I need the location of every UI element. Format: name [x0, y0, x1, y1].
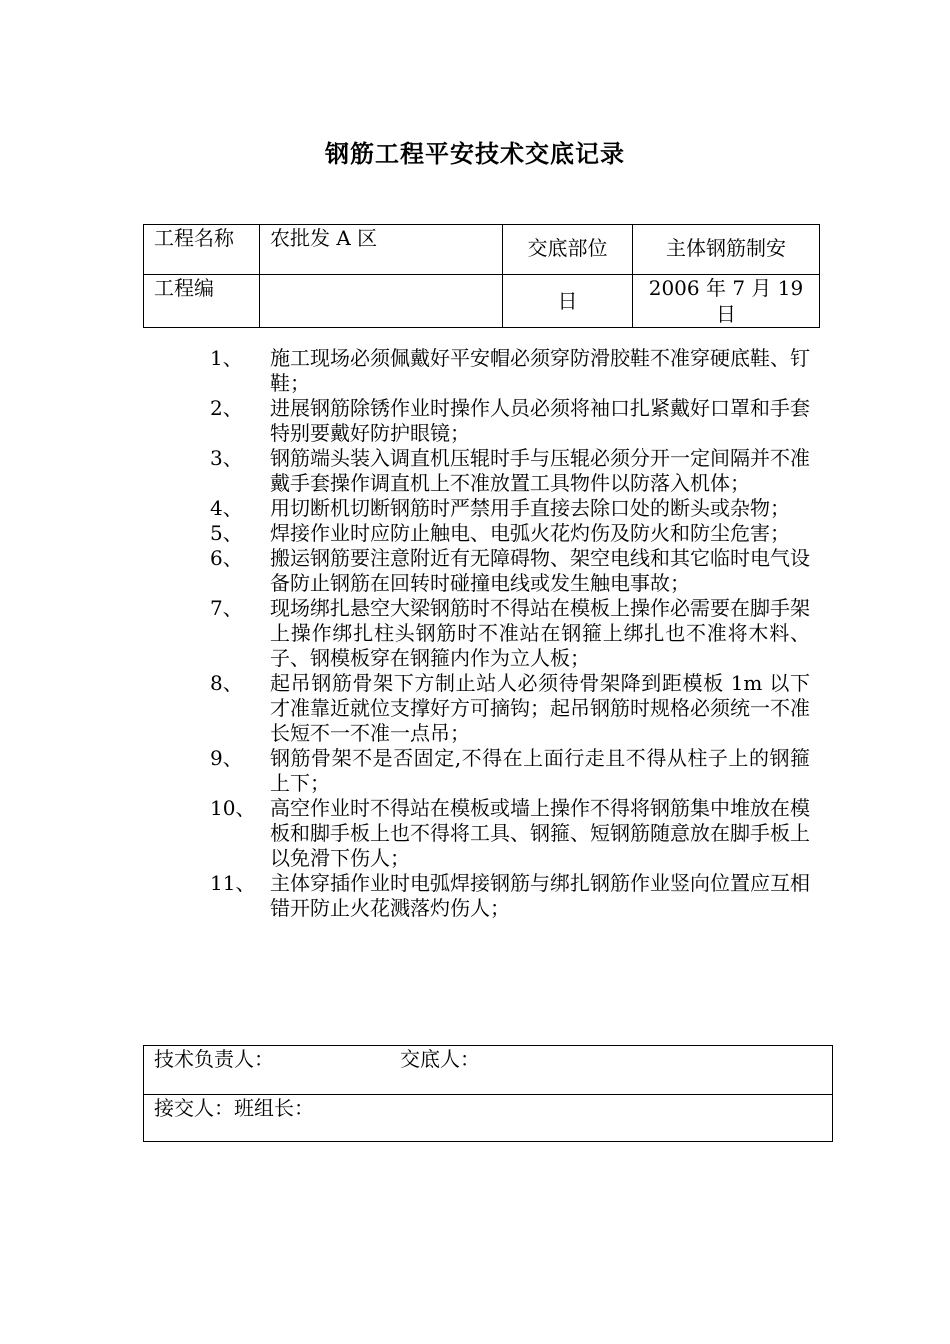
project-name-label: 工程名称 [154, 226, 234, 250]
rule-number: 4、 [210, 496, 243, 520]
list-item [210, 346, 810, 396]
rule-text: 起吊钢筋骨架下方制止站人必须待骨架降到距模板 1m 以下才准靠近就位支撑好方可摘钩；起吊钢筋时规格必须统一不准长短不一不准一点吊； [270, 671, 810, 745]
receiver-label: 接交人：班组长： [154, 1096, 314, 1120]
rule-text: 主体穿插作业时电弧焊接钢筋与绑扎钢筋作业竖向位置应互相错开防止火花溅落灼伤人； [270, 871, 810, 920]
project-info-table [143, 224, 820, 328]
rule-text: 进展钢筋除锈作业时操作人员必须将袖口扎紧戴好口罩和手套特别要戴好防护眼镜； [270, 396, 810, 445]
location-label-cell [503, 225, 633, 275]
rule-text: 焊接作业时应防止触电、电弧火花灼伤及防火和防尘危害； [270, 521, 790, 545]
rule-number: 3、 [210, 446, 243, 470]
project-name-value-cell [260, 225, 503, 275]
signature-row [144, 1095, 833, 1142]
list-item [210, 546, 810, 596]
project-name-label-cell [144, 225, 260, 275]
project-info-row [144, 225, 820, 275]
list-item [210, 521, 810, 546]
rule-number: 6、 [210, 546, 243, 570]
page-title: 钢筋工程平安技术交底记录 [325, 139, 625, 168]
date-label-cell [503, 275, 633, 328]
list-item [210, 446, 810, 496]
signature-cell [144, 1095, 833, 1142]
rule-number: 10、 [210, 796, 256, 820]
project-name-value: 农批发 A 区 [270, 226, 378, 250]
rule-text: 用切断机切断钢筋时严禁用手直接去除口处的断头或杂物； [270, 496, 790, 520]
rule-text: 钢筋端头装入调直机压辊时手与压辊必须分开一定间隔并不准戴手套操作调直机上不准放置工具物件以防落入机体； [270, 446, 810, 495]
safety-rules-list [210, 346, 810, 921]
signature-cell [144, 1046, 833, 1095]
rule-text: 高空作业时不得站在模板或墙上操作不得将钢筋集中堆放在模板和脚手板上也不得将工具、钢箍、短钢筋随意放在脚手板上以免滑下伤人； [270, 796, 810, 870]
rule-number: 11、 [210, 871, 256, 895]
date-value-cell [633, 275, 820, 328]
location-value-cell [633, 225, 820, 275]
project-info-row [144, 275, 820, 328]
rule-number: 2、 [210, 396, 243, 420]
rule-number: 5、 [210, 521, 243, 545]
project-no-label: 工程编 [154, 276, 214, 300]
list-item [210, 871, 810, 921]
list-item [210, 396, 810, 446]
rule-text: 钢筋骨架不是否固定,不得在上面行走且不得从柱子上的钢箍上下； [270, 746, 810, 795]
rule-number: 9、 [210, 746, 243, 770]
rule-text: 施工现场必须佩戴好平安帽必须穿防滑胶鞋不准穿硬底鞋、钉鞋； [270, 346, 810, 395]
tech-lead-label: 技术负责人： [154, 1047, 274, 1071]
list-item [210, 796, 810, 871]
signature-table [143, 1045, 833, 1142]
date-value: 2006 年 7 月 19 日 [648, 276, 804, 326]
presenter-label: 交底人： [400, 1047, 480, 1071]
location-label: 交底部位 [527, 236, 608, 260]
project-no-label-cell [144, 275, 260, 328]
list-item [210, 596, 810, 671]
rule-number: 1、 [210, 346, 243, 370]
list-item [210, 746, 810, 796]
rule-text: 搬运钢筋要注意附近有无障碍物、架空电线和其它临时电气设备防止钢筋在回转时碰撞电线或发生触电事故； [270, 546, 810, 595]
rule-text: 现场绑扎悬空大梁钢筋时不得站在模板上操作必需要在脚手架上操作绑扎柱头钢筋时不准站在钢箍上绑扎也不准将木料、子、钢模板穿在钢箍内作为立人板； [270, 596, 810, 670]
rule-number: 8、 [210, 671, 243, 695]
signature-row [144, 1046, 833, 1095]
rule-number: 7、 [210, 596, 243, 620]
date-label: 日 [557, 289, 578, 313]
list-item [210, 671, 810, 746]
list-item [210, 496, 810, 521]
location-value: 主体钢筋制安 [666, 236, 786, 260]
project-no-value-cell [260, 275, 503, 328]
